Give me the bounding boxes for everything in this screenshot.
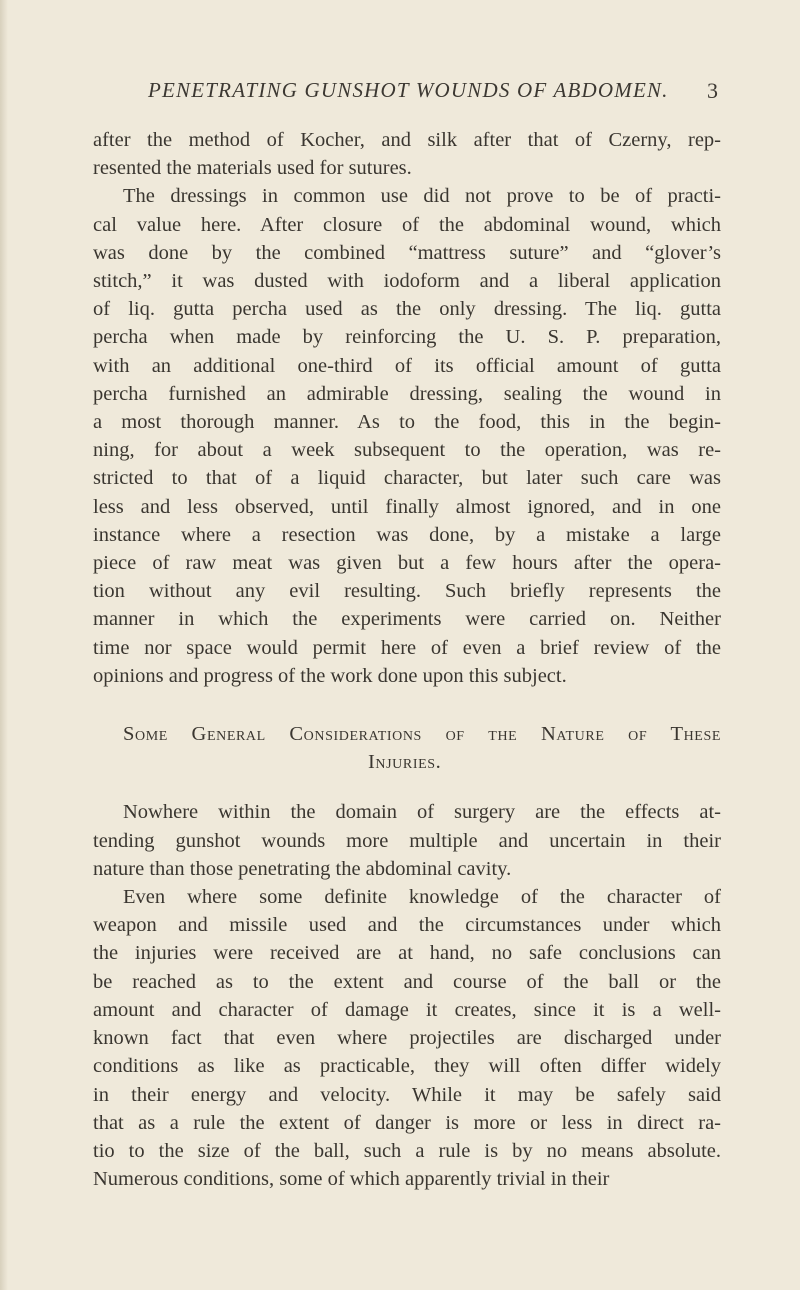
text-line: percha furnished an admirable dressing, sealing the wound in xyxy=(93,382,721,405)
text-line: Numerous conditions, some of which apparently trivial in their xyxy=(93,1168,610,1191)
paragraph-2 xyxy=(93,182,721,690)
text-line: that as a rule the extent of danger is more or less in direct ra- xyxy=(93,1111,721,1134)
text-line: Nowhere within the domain of surgery are the effects at- xyxy=(123,801,721,824)
running-title: PENETRATING GUNSHOT WOUNDS OF ABDOMEN. xyxy=(148,78,669,102)
running-header xyxy=(148,78,718,114)
text-line: with an additional one-third of its official amount of gutta xyxy=(93,354,721,377)
text-line: percha when made by reinforcing the U. S. P. preparation, xyxy=(93,326,721,349)
text-line: tio to the size of the ball, such a rule is by no means absolute. xyxy=(93,1139,721,1162)
text-line: manner in which the experiments were carried on. Neither xyxy=(93,608,721,631)
paragraph-3 xyxy=(93,798,721,883)
text-line: amount and character of damage it creates, since it is a well- xyxy=(93,998,721,1021)
text-line: of liq. gutta percha used as the only dressing. The liq. gutta xyxy=(93,298,721,321)
text-line: piece of raw meat was given but a few hours after the opera- xyxy=(93,552,721,575)
text-line: the injuries were received are at hand, no safe conclusions can xyxy=(93,942,721,965)
text-line: tion without any evil resulting. Such briefly represents the xyxy=(93,580,721,603)
text-line: a most thorough manner. As to the food, this in the begin- xyxy=(93,411,721,434)
text-line: stitch,” it was dusted with iodoform and a liberal application xyxy=(93,270,721,293)
text-line: in their energy and velocity. While it may be safely said xyxy=(93,1083,721,1106)
page-left-edge xyxy=(0,0,8,1290)
text-line: The dressings in common use did not prove to be of practi- xyxy=(123,185,721,208)
text-line: known fact that even where projectiles are discharged under xyxy=(93,1027,721,1050)
text-line: nature than those penetrating the abdominal cavity. xyxy=(93,857,512,880)
text-line: weapon and missile used and the circumstances under which xyxy=(93,914,721,937)
text-line: Even where some definite knowledge of the character of xyxy=(123,886,721,909)
text-line: cal value here. After closure of the abdominal wound, which xyxy=(93,213,721,236)
text-line: be reached as to the extent and course of the ball or the xyxy=(93,970,721,993)
text-line: tending gunshot wounds more multiple and uncertain in their xyxy=(93,829,721,852)
page-body xyxy=(93,126,721,1193)
text-line: opinions and progress of the work done upon this subject. xyxy=(93,664,567,687)
section-heading-line: Some General Considerations of the Nature of These xyxy=(123,723,721,746)
text-line: time nor space would permit here of even a brief review of the xyxy=(93,636,721,659)
text-line: less and less observed, until finally almost ignored, and in one xyxy=(93,495,721,518)
text-line: ning, for about a week subsequent to the operation, was re- xyxy=(93,439,721,462)
section-heading xyxy=(93,720,721,776)
text-line: instance where a resection was done, by a mistake a large xyxy=(93,523,721,546)
text-line: resented the materials used for sutures. xyxy=(93,157,412,180)
paragraph-4 xyxy=(93,883,721,1193)
text-line: after the method of Kocher, and silk after that of Czerny, rep- xyxy=(93,129,721,151)
text-line: was done by the combined “mattress suture” and “glover’s xyxy=(93,241,721,264)
section-heading-line: Injuries. xyxy=(368,751,442,774)
page-number: 3 xyxy=(707,78,718,103)
text-line: conditions as like as practicable, they will often differ widely xyxy=(93,1055,721,1078)
paragraph-1 xyxy=(93,126,721,182)
text-line: stricted to that of a liquid character, but later such care was xyxy=(93,467,721,490)
